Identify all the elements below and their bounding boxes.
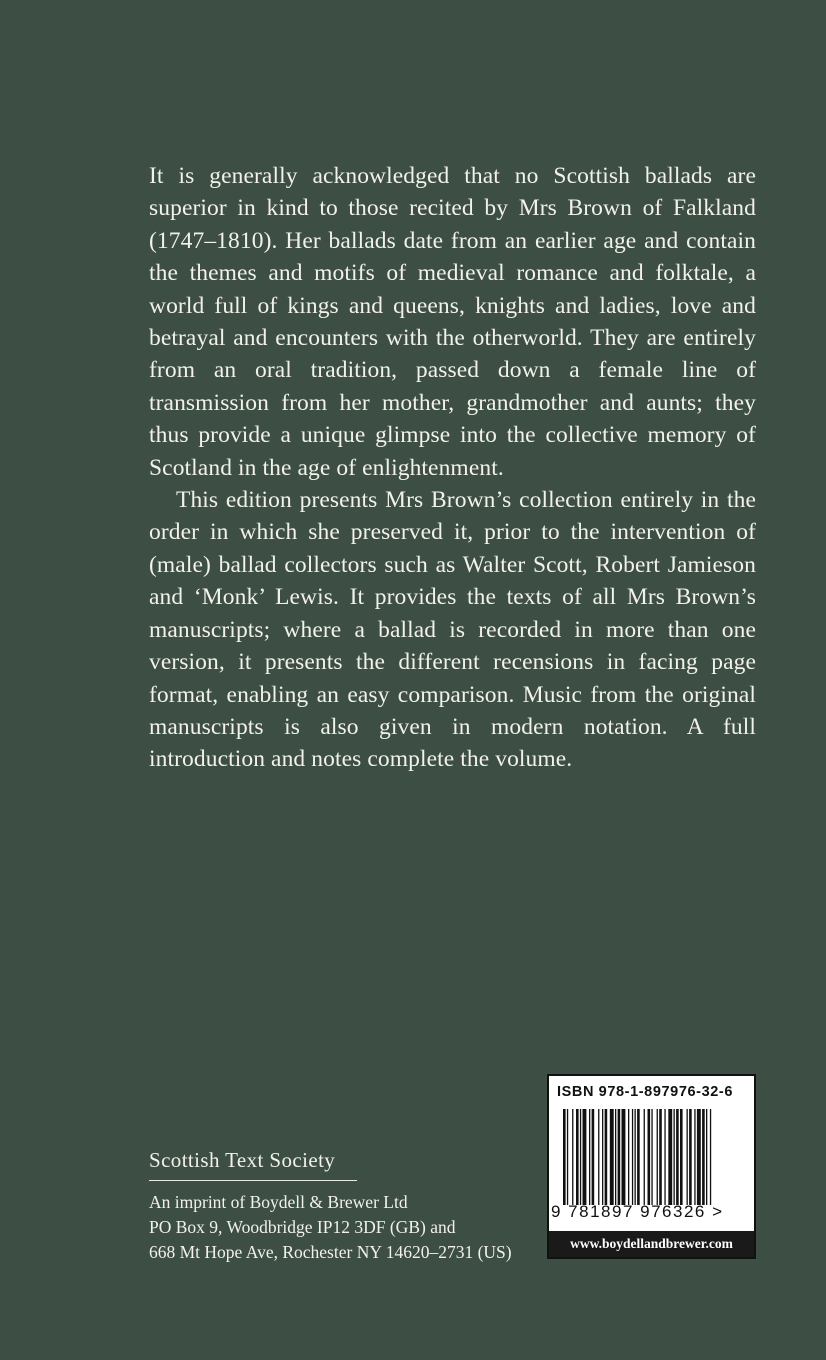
barcode-bar <box>697 1109 701 1205</box>
barcode-bar <box>635 1109 636 1205</box>
publisher-url: www.boydellandbrewer.com <box>549 1231 754 1257</box>
barcode-bar <box>668 1109 672 1205</box>
barcode-bar <box>589 1109 590 1205</box>
barcode-bar <box>622 1109 626 1205</box>
barcode-bar <box>706 1109 707 1205</box>
barcode-bar <box>572 1109 573 1205</box>
barcode-bar <box>618 1109 621 1205</box>
barcode-bar <box>687 1109 688 1205</box>
isbn-barcode-box <box>547 1074 756 1259</box>
barcode-bar <box>637 1109 640 1205</box>
blurb-paragraph-1: It is generally acknowledged that no Scottish ballads are superior in kind to those recited by Mrs Brown of Falkland (1747–1810). Her ballads date from an earlier age and contain the themes and motifs of medieval romance and folktale, a world full of kings and queens, knights and ladies, love and betrayal and encounters with the otherworld. They are entirely from an oral tradition, passed down a female line of transmission from her mother, grandmother and aunts; they thus provide a unique glimpse into the collective memory of Scotland in the age of enlightenment. <box>149 163 756 481</box>
barcode-bar <box>674 1109 675 1205</box>
barcode-bar <box>651 1109 652 1205</box>
barcode-bar <box>664 1109 665 1205</box>
barcode-bar <box>580 1109 581 1205</box>
barcode-bar <box>644 1109 645 1205</box>
barcode-bar <box>657 1109 658 1205</box>
barcode-bar <box>583 1109 587 1205</box>
barcode-bar <box>598 1109 599 1205</box>
address-line-1: An imprint of Boydell & Brewer Ltd <box>149 1192 408 1212</box>
barcode-bar <box>605 1109 608 1205</box>
barcode-bar <box>576 1109 579 1205</box>
address-line-2: PO Box 9, Woodbridge IP12 3DF (GB) and <box>149 1217 456 1237</box>
barcode-bar <box>592 1109 595 1205</box>
blurb-paragraph-2: This edition presents Mrs Brown’s collection entirely in the order in which she preserved it, prior to the intervention of (male) ballad collectors such as Walter Scott, Robert Jamieson and ‘Monk’ Lewis. It provides the texts of all Mrs Brown’s manuscripts; where a ballad is recorded in more than one version, it presents the different recensions in facing page format, enabling an easy comparison. Music from the original manuscripts is also given in modern notation. A full introduction and notes complete the volume. <box>149 487 756 773</box>
barcode-bar <box>659 1109 662 1205</box>
publisher-address <box>149 1190 512 1265</box>
barcode-digits: 9 781897 976326 > <box>551 1202 724 1221</box>
barcode-bar <box>702 1109 705 1205</box>
barcode-bar <box>648 1109 651 1205</box>
publisher-society-name: Scottish Text Society <box>149 1148 336 1172</box>
imprint-divider <box>149 1180 357 1181</box>
barcode-bar <box>680 1109 683 1205</box>
back-cover-blurb <box>149 160 756 776</box>
barcode-bar <box>676 1109 679 1205</box>
barcode-bar <box>694 1109 695 1205</box>
address-line-3: 668 Mt Hope Ave, Rochester NY 14620–2731 (US) <box>149 1242 512 1262</box>
barcode-bar <box>710 1109 711 1205</box>
barcode-bar <box>632 1109 633 1205</box>
barcode-bar <box>567 1109 568 1205</box>
barcode-bar <box>602 1109 603 1205</box>
barcode-bar <box>628 1109 629 1205</box>
barcode-icon <box>563 1109 741 1205</box>
barcode-bar <box>615 1109 616 1205</box>
barcode-bar <box>610 1109 614 1205</box>
isbn-label: ISBN 978-1-897976-32-6 <box>557 1084 734 1100</box>
barcode-bar <box>563 1109 566 1205</box>
barcode-bar <box>689 1109 692 1205</box>
